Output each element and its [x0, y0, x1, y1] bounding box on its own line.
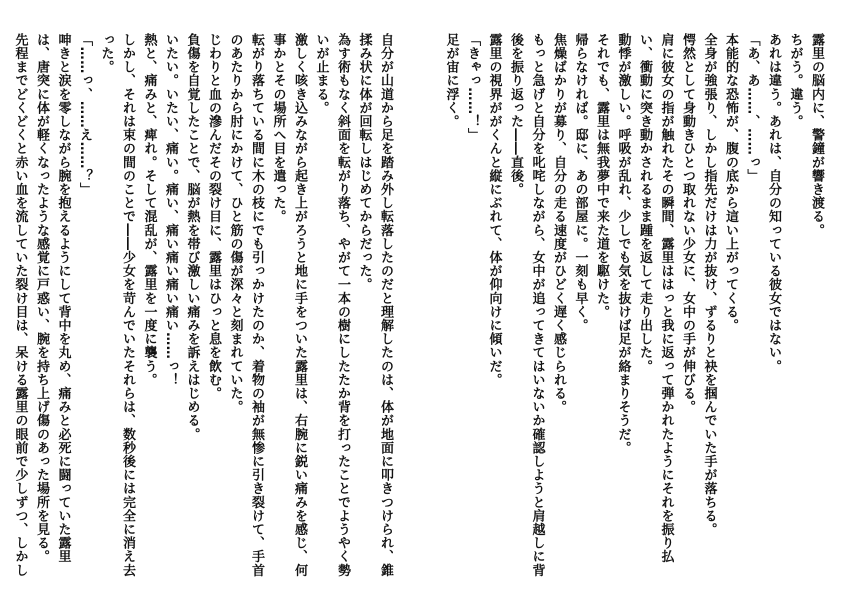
text-line: じわりと血の滲んだその裂け目に、露里はひっと息を飲む。: [206, 33, 221, 401]
text-line: 「きゃっ……！」: [465, 33, 480, 142]
text-line: 転がり落ちている間に木の枝にでも引っかけたのか、着物の袖が無惨に引き裂けて、手首: [249, 33, 264, 577]
text-line: 揉み状に体が回転しはじめてからだった。: [356, 33, 372, 292]
text-line: 動悸が激しい。呼吸が乱れ、少しでも気を抜けば足が絡まりそうだ。: [615, 33, 631, 455]
text-line: しかし、それは束の間のことで――少女を苛んでいたそれらは、数秒後には完全に消え去: [120, 33, 135, 577]
text-line: 為す術もなく斜面を転がり落ち、やがて一本の樹にしたたか背を打ったことでようやく勢: [335, 33, 350, 577]
text-line: 帰らなければ。邸に、あの部屋に。一刻も早く。: [572, 33, 588, 333]
text-line: 焦燥ばかりが募り、自分の走る速度がひどく遅く感じられる。: [551, 33, 566, 414]
text-line: 自分が山道から足を踏み外し転落したのだと理解したのは、体が地面に叩きつけられ、錐: [378, 33, 393, 577]
text-line: ちがう。違う。: [787, 33, 803, 129]
text-line: 熱と、痛みと、痺れ。そして混乱が、露里を一度に襲う。: [141, 33, 157, 387]
text-line: あれは違う。あれは、自分の知っている彼女ではない。: [766, 33, 781, 373]
text-line: 事かとその場所へ目を遣った。: [270, 33, 286, 224]
text-line: のあたりから肘にかけて、ひと筋の傷が深々と刻まれていた。: [227, 33, 243, 414]
text-line: 露里の視界ががくんと縦にぶれて、体が仰向けに傾いだ。: [486, 33, 502, 387]
text-line: もっと急げと自分を叱咤しながら、女中が追ってきてはいないか確認しようと肩越しに背: [529, 33, 545, 577]
text-line: った。: [98, 33, 114, 74]
left-page-text: [1, 33, 396, 581]
text-line: 愕然として身動きひとつ取れない少女に、女中の手が伸びる。: [680, 33, 695, 414]
text-line: 負傷を自覚したことで、脳が熱を帯び激しい痛みを訴えはじめる。: [184, 33, 200, 441]
text-line: 肩に彼女の指が触れたその瞬間、露里ははっと我に返って弾かれたようにそれを振り払: [658, 33, 674, 564]
text-line: 先程までどくどくと赤い血を流していた裂け目は、呆ける露里の眼前で少しずつ、しかし: [12, 33, 28, 577]
text-line: 激しく咳き込みながら起き上がろうと地に手をついた露里は、右腕に鋭い痛みを感じ、何: [292, 33, 307, 577]
text-line: は、唐突に体が軽くなったような感覚に戸惑い、腕を持ち上げ傷のあった場所を見る。: [34, 33, 49, 564]
text-line: い、衝動に突き動かされるまま踵を返して走り出した。: [637, 33, 652, 373]
text-line: 呻きと涙を零しながら腕を抱えるようにして背中を丸め、痛みと必死に闘っていた露里: [55, 33, 71, 564]
text-line: 「……っ、……え……？」: [77, 33, 92, 197]
right-page-text: [431, 33, 827, 581]
text-line: 本能的な恐怖が、腹の底から這い上がってくる。: [723, 33, 738, 333]
text-line: 露里の脳内に、警鐘が響き渡る。: [809, 33, 824, 237]
right-page: [424, 0, 848, 600]
text-line: いたい。いたい、痛い。痛い、痛い痛い痛い痛い……っ！: [163, 33, 178, 387]
text-line: 「あ、あ……、……っ」: [744, 33, 760, 183]
text-line: いが止まる。: [313, 33, 329, 115]
text-line: それでも、露里は無我夢中で来た道を駆けた。: [594, 33, 609, 319]
text-line: 後を振り返った――直後。: [508, 33, 523, 197]
text-line: 全身が強張り、しかし指先だけは力が抜け、ずるりと袂を掴んでいた手が落ちる。: [701, 33, 717, 537]
text-line: 足が宙に浮く。: [443, 33, 459, 129]
